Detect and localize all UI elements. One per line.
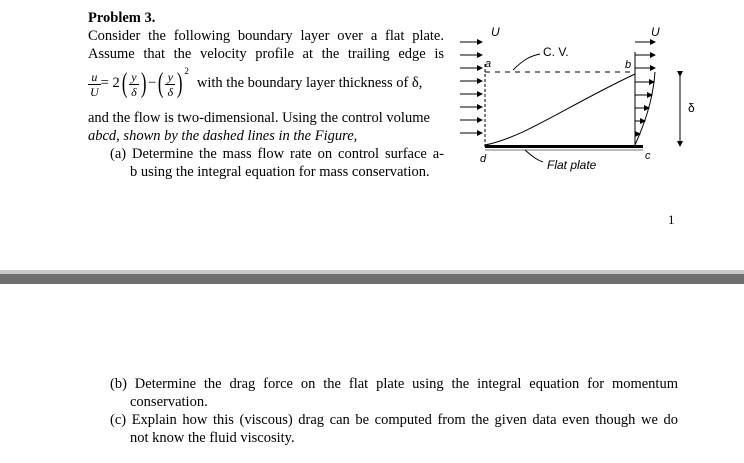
problem-line-5: abcd, shown by the dashed lines in the Figure, [88, 128, 358, 144]
part-a-line-1: (a) Determine the mass flow rate on control surface a- [110, 146, 444, 162]
part-c-line-2: not know the fluid viscosity. [130, 430, 295, 446]
problem-line-2: Assume that the velocity profile at the trailing edge is [88, 46, 444, 62]
part-b-line-2: conservation. [130, 394, 208, 410]
label-U-left: U [491, 25, 500, 39]
velocity-profile-equation: $\frac{u}{U}$ = 2 ( $\frac{y}{\delta}$ ) − ( $\frac{y}{\delta}$ ) $^2$ with the boundary layer thickness of δ, [88, 62, 448, 106]
label-d: d [480, 153, 487, 165]
y-over-delta-2: $\frac{y}{\delta}$ [167, 69, 174, 99]
flat-plate [485, 145, 643, 148]
problem-line-4: and the flow is two-dimensional. Using the control volume [88, 110, 430, 126]
inlet-velocity-arrows [460, 42, 482, 133]
equals-two: = 2 [100, 75, 120, 92]
y-over-delta-1: $\frac{y}{\delta}$ [131, 69, 137, 99]
problem-title: Problem 3. [88, 10, 156, 26]
part-a-line-2: b using the integral equation for mass conservation. [130, 164, 430, 180]
equation-trailing-text: with the boundary layer thickness of δ, [196, 75, 423, 92]
label-c: c [645, 150, 651, 162]
label-a: a [485, 58, 492, 70]
outlet-velocity-profile [635, 42, 655, 145]
label-cv: C. V. [543, 45, 569, 59]
cv-leader-line [513, 54, 540, 70]
page-number: 1 [668, 212, 675, 227]
page-divider [0, 274, 744, 284]
minus-sign: − [147, 75, 157, 92]
part-b-line-1: (b) Determine the drag force on the flat plate using the integral equation for momentum [110, 376, 678, 392]
part-c-line-1: (c) Explain how this (viscous) drag can be computed from the given data even though we do [110, 412, 678, 428]
u-over-U: $\frac{u}{U}$ [90, 69, 99, 99]
boundary-layer-figure [455, 22, 705, 182]
page-2 [0, 284, 744, 463]
label-b: b [625, 59, 632, 71]
problem-line-1: Consider the following boundary layer over a flat plate. [88, 28, 444, 44]
squared-exponent: 2 [184, 66, 189, 77]
label-delta: δ [688, 101, 695, 115]
label-U-right: U [651, 25, 660, 39]
plate-leader-line [525, 150, 543, 162]
label-flat-plate: Flat plate [547, 158, 597, 172]
boundary-layer-edge [485, 74, 635, 145]
